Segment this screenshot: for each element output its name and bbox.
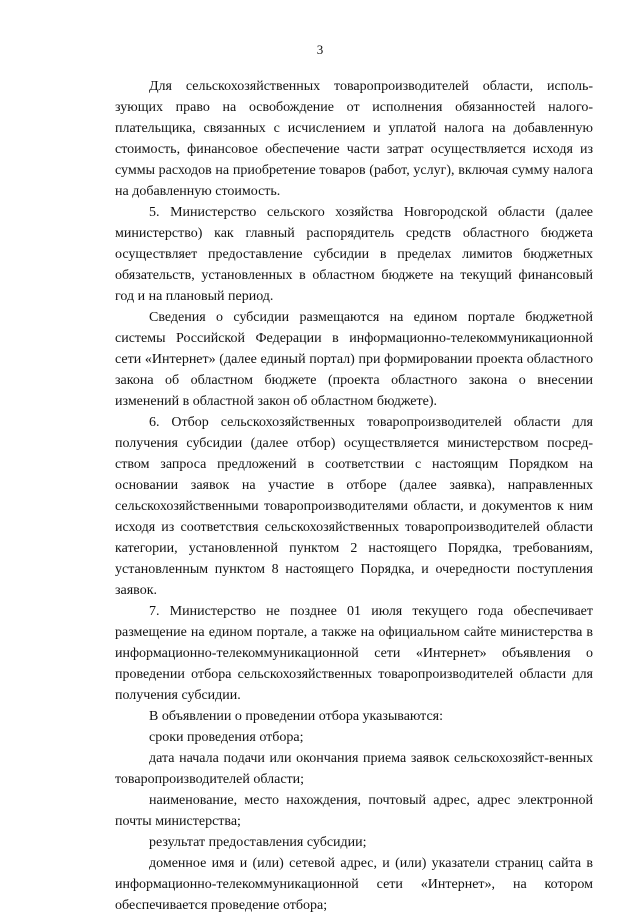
paragraph-7: сроки проведения отбора; [149, 730, 304, 745]
paragraph-4: 6. Отбор сельскохозяйственных товаропроизводителей области для получения субсидии (далее отбор) осуществляется министерством посред-ством запроса предложений в соответствии с настоящим Порядком на основании заявок на участие в отборе (далее заявка), направленных сельскохозяйственными товаропроизводителями области, и документов к ним исходя из соответствия сельскохозяйственных товаропроизводителей области категории, установленной пунктом 2 настоящего Порядка, требованиям, установленным пунктом 8 настоящего Порядка, и очередности поступления заявок. [115, 415, 593, 598]
paragraph-2: 5. Министерство сельского хозяйства Новгородской области (далее министерство) как главный распорядитель средств областного бюджета осуществляет предоставление субсидии в пределах лимитов бюджетных обязательств, установленных в областном бюджете на текущий финансовый год и на плановый период. [115, 205, 593, 304]
paragraph-1: Для сельскохозяйственных товаропроизводителей области, исполь-зующих право на освобождение от исполнения обязанностей налого-плательщика, связанных с исчислением и уплатой налога на добавленную стоимость, финансовое обеспечение части затрат осуществляется исходя из суммы расходов на приобретение товаров (работ, услуг), включая сумму налога на добавленную стоимость. [115, 79, 593, 199]
page-number: 3 [316, 42, 324, 57]
paragraph-5: 7. Министерство не позднее 01 июля текущего года обеспечивает размещение на едином портале, а также на официальном сайте министерства в информационно-телекоммуникационной сети «Интернет» объявления о проведении отбора сельскохозяйственных товаропроизводителей области для получения субсидии. [115, 604, 593, 703]
paragraph-8: дата начала подачи или окончания приема заявок сельскохозяйст-венных товаропроизводителей области; [115, 751, 593, 787]
paragraph-3: Сведения о субсидии размещаются на едином портале бюджетной системы Российской Федерации в информационно-телекоммуникационной сети «Интернет» (далее единый портал) при формировании проекта областного закона об областном бюджете (проекта областного закона о внесении изменений в областной закон об областном бюджете). [115, 310, 593, 409]
paragraph-9: наименование, место нахождения, почтовый адрес, адрес электронной почты министерства; [115, 793, 593, 829]
paragraph-11: доменное имя и (или) сетевой адрес, и (или) указатели страниц сайта в информационно-телекоммуникационной сети «Интернет», на котором обеспечивается проведение отбора; [115, 856, 593, 913]
document-body [115, 76, 593, 916]
paragraph-6: В объявлении о проведении отбора указываются: [149, 709, 444, 724]
paragraph-10: результат предоставления субсидии; [149, 835, 367, 850]
